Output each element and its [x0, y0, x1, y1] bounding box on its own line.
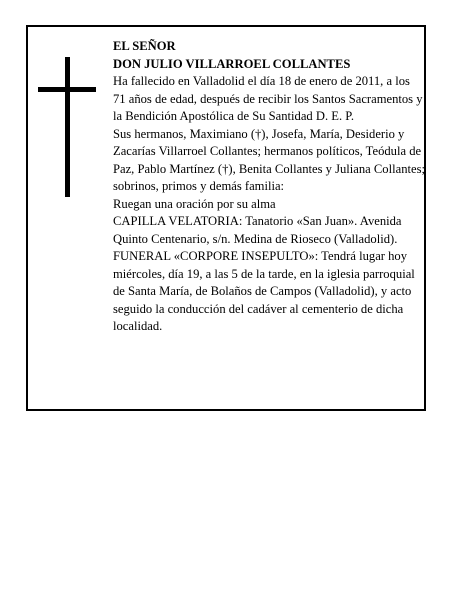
death-announcement: Ha fallecido en Valladolid el día 18 de enero de 2011, a los 71 años de edad, después de recibir los Santos Sacramentos y la Bendición Apostólica de Su Santidad D. E. P. [113, 74, 423, 123]
prayer-request: Ruegan una oración por su alma [113, 196, 276, 211]
notice-title: EL SEÑOR [113, 39, 176, 53]
funeral-info: FUNERAL «CORPORE INSEPULTO»: Tendrá lugar hoy miércoles, día 19, a las 5 de la tarde, en la iglesia parroquial de Santa María, de Bolaños de Campos (Valladolid), y acto seguido la conducción del cadáver al cementerio de dicha localidad. [113, 249, 415, 333]
family-list: Sus hermanos, Maximiano (†), Josefa, María, Desiderio y Zacarías Villarroel Collantes; hermanos políticos, Teódula de Paz, Pablo Martínez (†), Benita Collantes y Juliana Collantes; sobrinos, primos y demás familia: [113, 126, 425, 193]
cross-horizontal-bar [38, 87, 96, 92]
obituary-text [113, 38, 425, 336]
chapel-info: CAPILLA VELATORIA: Tanatorio «San Juan». Avenida Quinto Centenario, s/n. Medina de Rioseco (Valladolid). [113, 214, 402, 246]
cross-vertical-bar [65, 57, 70, 197]
deceased-name: DON JULIO VILLARROEL COLLANTES [113, 56, 351, 71]
cross-icon [38, 57, 96, 197]
